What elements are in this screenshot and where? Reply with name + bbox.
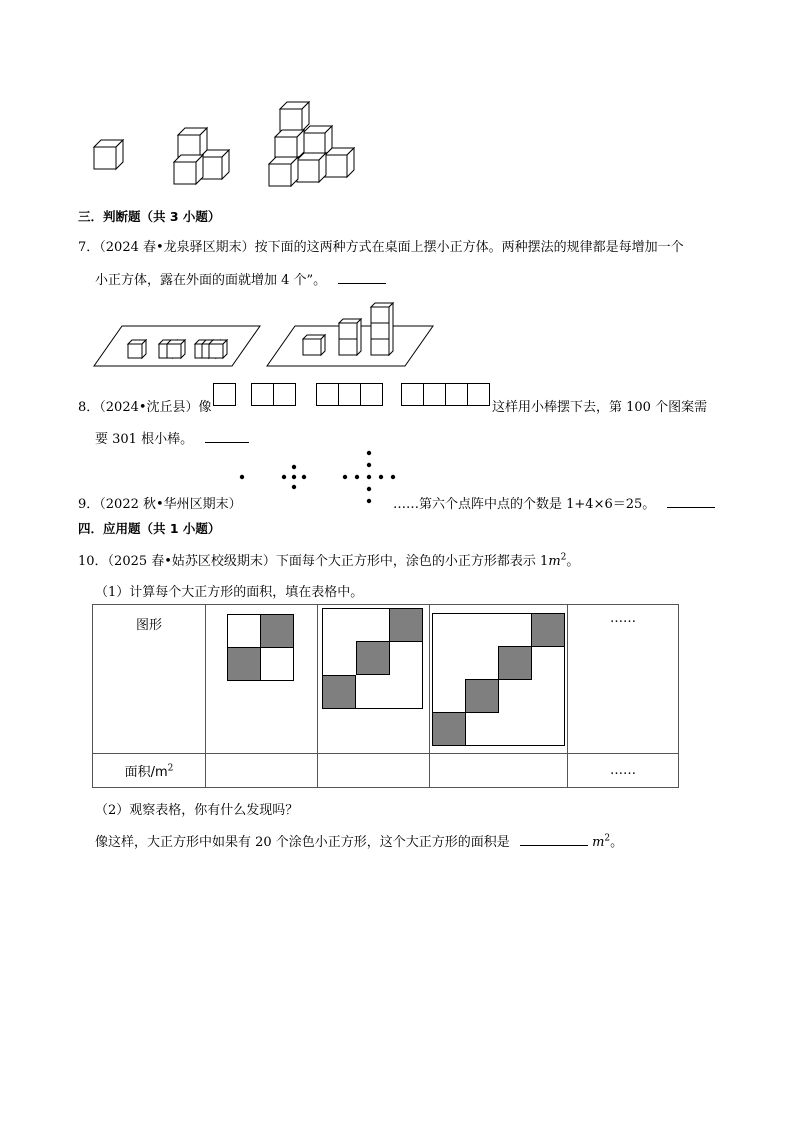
q10-sub1: （1）计算每个大正方形的面积，填在表格中。 bbox=[95, 585, 364, 600]
q9-prefix: 9．（2022 秋•华州区期末） bbox=[78, 497, 242, 512]
q7-line2: 小正方体，露在外面的面就增加 4 个”。 bbox=[95, 273, 327, 288]
q10-answer-blank[interactable] bbox=[520, 833, 588, 846]
table-figure-3-cell bbox=[430, 605, 568, 754]
q8-suffix: 这样用小棒摆下去，第 100 个图案需 bbox=[492, 400, 708, 415]
table-ellipsis-2: …… bbox=[610, 763, 636, 778]
table-figure-2-cell bbox=[318, 605, 430, 754]
cube-figure-single bbox=[90, 135, 130, 175]
q7-desk-figure-1 bbox=[92, 322, 264, 370]
q9-dot-patterns bbox=[232, 448, 392, 508]
q10-unit: m bbox=[548, 554, 561, 569]
q8-prefix: 8．（2024•沈丘县）像 bbox=[78, 400, 212, 415]
table-area-more-cell bbox=[568, 754, 679, 788]
area-table bbox=[92, 604, 679, 788]
q10-last-wrap bbox=[95, 831, 623, 850]
q8-stick-squares bbox=[213, 383, 493, 407]
square-figure-2 bbox=[322, 608, 425, 711]
q7-answer-blank[interactable] bbox=[338, 271, 386, 284]
cube-figure-six bbox=[265, 100, 360, 195]
section-4-title: 四．应用题（共 1 小题） bbox=[78, 521, 221, 536]
section-3-title: 三．判断题（共 3 小题） bbox=[78, 209, 221, 224]
cube-figure-three bbox=[170, 125, 240, 190]
area-input-3[interactable] bbox=[430, 754, 568, 788]
q7-desk-figure-2 bbox=[265, 295, 437, 370]
q9-wrap bbox=[393, 493, 715, 512]
table-label-area: 面积/m bbox=[124, 765, 168, 780]
table-label-area-sup: 2 bbox=[167, 763, 174, 774]
q10-unit-sup: 2 bbox=[560, 552, 567, 563]
q9-answer-blank[interactable] bbox=[667, 495, 715, 508]
area-input-1[interactable] bbox=[206, 754, 318, 788]
area-input-2[interactable] bbox=[318, 754, 430, 788]
q10-sub2: （2）观察表格，你有什么发现吗？ bbox=[95, 803, 299, 818]
square-figure-3 bbox=[432, 613, 566, 747]
q10-last-unit: m bbox=[592, 835, 605, 850]
q10-last-end: 。 bbox=[610, 835, 624, 850]
q8-line2-wrap bbox=[95, 428, 249, 447]
table-label-area-cell bbox=[93, 754, 206, 788]
table-ellipsis-1: …… bbox=[610, 611, 636, 626]
q10-line1: 10．（2025 春•姑苏区校级期末）下面每个大正方形中，涂色的小正方形都表示 1 bbox=[78, 554, 549, 569]
q10-line1-end: 。 bbox=[566, 554, 580, 569]
q8-line2: 要 301 根小棒。 bbox=[95, 432, 194, 447]
q8-answer-blank[interactable] bbox=[205, 430, 249, 443]
square-figure-1 bbox=[227, 614, 295, 682]
q10-line1-wrap bbox=[78, 550, 579, 569]
table-figure-1-cell bbox=[206, 605, 318, 754]
q7-line1: 7．（2024 春•龙泉驿区期末）按下面的这两种方式在桌面上摆小正方体。两种摆法的规律都是每增加一个 bbox=[78, 240, 684, 255]
q10-last-unit-sup: 2 bbox=[604, 833, 611, 844]
table-figure-more-cell bbox=[568, 605, 679, 754]
table-label-figure-cell bbox=[93, 605, 206, 754]
q9-suffix: ……第六个点阵中点的个数是 1+4×6＝25。 bbox=[393, 497, 656, 512]
q10-last-line: 像这样，大正方形中如果有 20 个涂色小正方形，这个大正方形的面积是 bbox=[95, 835, 510, 850]
table-label-figure: 图形 bbox=[135, 618, 162, 633]
q7-line2-wrap bbox=[95, 269, 386, 288]
